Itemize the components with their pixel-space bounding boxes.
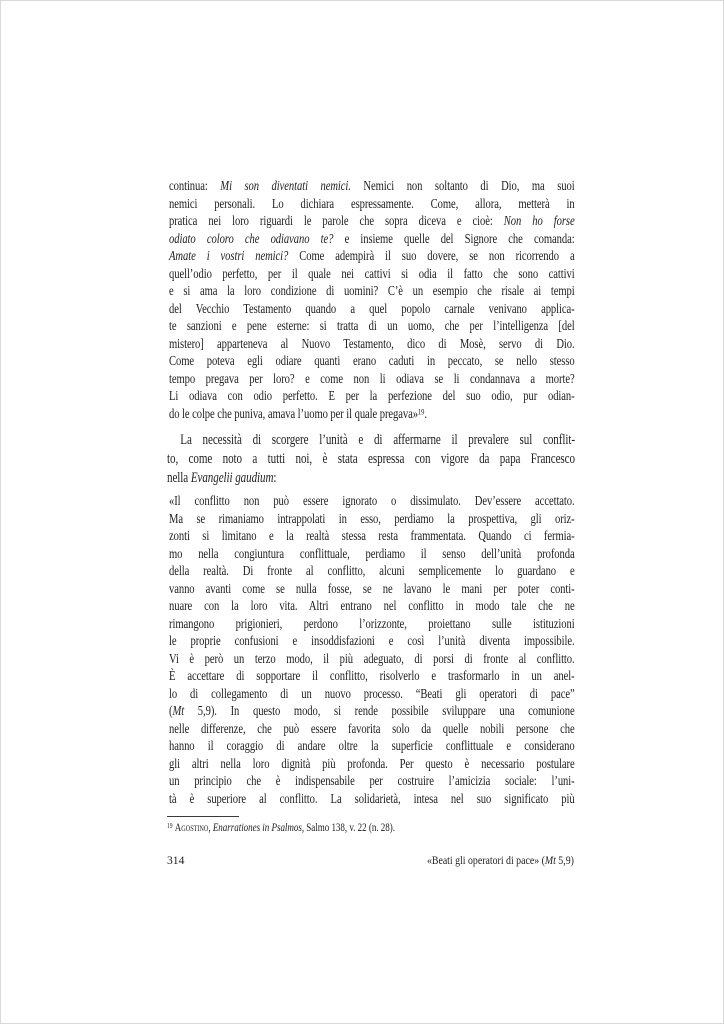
augustine-quote-block <box>169 177 575 422</box>
text-line: Ma se rimaniamo intrappolati in esso, perdiamo la prospettiva, gli oriz- <box>169 510 575 526</box>
text-line: le proprie confusioni e insoddisfazioni e così l’unità diventa impossibile. <box>169 633 575 648</box>
text-line: nelle differenze, che può essere favorita solo da quelle nobili persone che <box>169 720 575 736</box>
footnote: $^{19}$ Agostino, Enarrationes in Psalmos, Salmo 138, v. 22 (n. 28). <box>167 821 395 834</box>
text-run: Evangelii gaudium <box>190 469 274 486</box>
text-run: Non ho forse <box>503 213 575 228</box>
text-line: Vi è però un terzo modo, il più adeguato, di porsi di fronte al conflitto. <box>169 650 575 666</box>
text-line: (Mt 5,9). In questo modo, si rende possibile sviluppare una comunione <box>169 703 575 718</box>
text-line: mistero] apparteneva al Nuovo Testamento, dico di Mosè, servo di Dio. <box>169 335 575 351</box>
text-line: tempo pregava per loro? e come non li odiava se li condannava a morte? <box>169 370 575 386</box>
text-line: vanno avanti come se nulla fosse, se ne lavano le mani per poter conti- <box>169 580 575 596</box>
text-line: «Il conflitto non può essere ignorato o dissimulato. Dev’essere accettato. <box>169 493 575 508</box>
text-run: Mt <box>544 854 556 867</box>
text-run: Mi son diventati nemici. <box>220 178 351 193</box>
footnote-reference: 19 <box>417 406 425 417</box>
page-footer <box>167 854 574 870</box>
text-line: un principio che è indispensabile per costruire l’amicizia sociale: l’uni- <box>169 773 575 788</box>
text-line: del Vecchio Testamento quando a quel popolo carnale venivano applica- <box>169 300 575 316</box>
text-line: zonti si limitano e la realtà stessa resta frammentata. Quando ci fermia- <box>169 528 575 543</box>
text-line: e si ama la loro condizione di uomini? C’è un esempio che risale ai tempi <box>169 283 575 298</box>
text-line: do le colpe che puniva, amava l’uomo per il quale pregava»$^{19}$. <box>169 405 427 421</box>
text-line: pratica nei loro riguardi le parole che sopra diceva e cioè: Non ho forse <box>169 213 575 228</box>
text-line: nuare con la loro vita. Altri entrano nel conflitto in modo tale che ne <box>169 598 575 613</box>
text-line: quell’odio perfetto, per il quale nei cattivi si odia il fatto che sono cattivi <box>169 265 575 281</box>
page-number: 314 <box>167 854 185 867</box>
text-line: gli altri nella loro dignità più profonda. Per questo è necessario postulare <box>169 755 575 771</box>
evangelii-gaudium-quote-block <box>169 492 575 807</box>
text-line: Amate i vostri nemici? Come adempirà il suo dovere, se non ricorrendo a <box>169 248 575 263</box>
text-run: Enarrationes in Psalmos <box>212 821 302 834</box>
text-line: Li odiava con odio perfetto. E per la perfezione del suo odio, pur odian- <box>169 388 575 403</box>
text-line: to, come noto a tutti noi, è stata espressa con vigore da papa Francesco <box>167 450 575 467</box>
text-line: È accettare di sopportare il conflitto, risolverlo e trasformarlo in un anel- <box>169 668 575 683</box>
footnote-reference: 19 <box>167 822 173 831</box>
text-run: Agostino <box>174 821 209 834</box>
text-line: della realtà. Di fronte al conflitto, alcuni semplicemente lo guardano e <box>169 563 575 578</box>
text-line: te sanzioni e pene esterne: si tratta di un uomo, che per l’intelligenza [del <box>169 318 575 333</box>
text-line: tà è superiore al conflitto. La solidarietà, intesa nel suo significato più <box>169 790 575 806</box>
text-line: rimangono prigionieri, perdono l’orizzonte, proiettano sulle istituzioni <box>169 615 575 631</box>
text-line: Come poteva egli odiare quanti erano caduti in peccato, se nello stesso <box>169 353 575 368</box>
text-line: mo nella congiuntura conflittuale, perdiamo il senso dell’unità profonda <box>169 545 575 561</box>
text-run: odiato coloro che odiavano te? <box>169 230 334 246</box>
text-run: Mt <box>172 703 185 718</box>
text-line: nemici personali. Lo dichiara espressamente. Come, allora, metterà in <box>169 195 575 211</box>
text-line: continua: Mi son diventati nemici. Nemici non soltanto di Dio, ma suoi <box>169 178 575 193</box>
text-line: hanno il coraggio di andare oltre la superficie conflittuale e considerano <box>169 738 575 753</box>
text-run: Amate i vostri nemici? <box>169 248 289 263</box>
text-line: lo di collegamento di un nuovo processo. “Beati gli operatori di pace” <box>169 685 575 701</box>
text-line: odiato coloro che odiavano te? e insieme quelle del Signore che comanda: <box>169 230 575 246</box>
running-title: «Beati gli operatori di pace» (Mt 5,9) <box>427 854 574 867</box>
intro-paragraph <box>167 431 575 487</box>
footnote-separator <box>167 816 239 817</box>
text-line: La necessità di scorgere l’unità e di affermarne il prevalere sul conflit- <box>180 432 575 448</box>
text-line: nella Evangelii gaudium: <box>167 469 277 486</box>
